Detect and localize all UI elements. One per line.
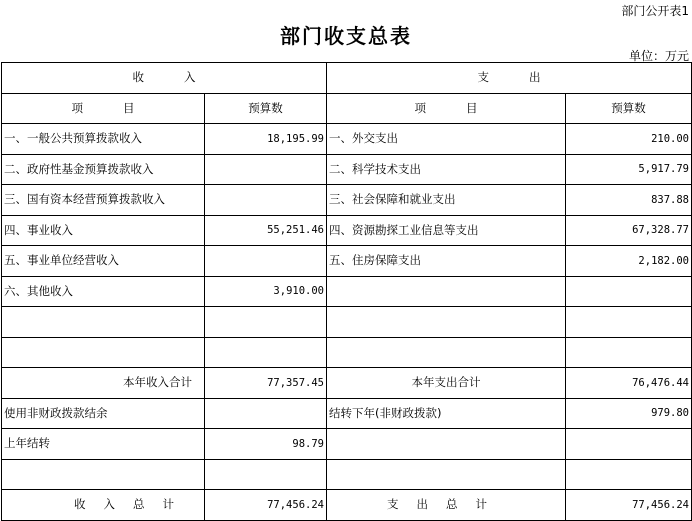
expense-budget-header: 预算数 [566,93,692,124]
income-item: 五、事业单位经营收入 [2,246,205,277]
unit-label: 单位：万元 [628,49,689,63]
income-item [2,459,205,490]
expense-amount: 67,328.77 [566,215,692,246]
income-item [2,307,205,338]
income-item: 三、国有资本经营预算拨款收入 [2,185,205,216]
expense-amount [566,337,692,368]
income-amount: 18,195.99 [205,124,327,155]
income-item: 一、一般公共预算拨款收入 [2,124,205,155]
expense-amount [566,429,692,460]
income-item: 四、事业收入 [2,215,205,246]
expense-item: 五、住房保障支出 [327,246,566,277]
income-amount: 3,910.00 [205,276,327,307]
income-amount [205,459,327,490]
expense-item: 结转下年(非财政拨款) [327,398,566,429]
table-row [2,215,692,246]
table-row [2,154,692,185]
income-total-label: 收入总计 [2,490,205,521]
expense-amount: 979.80 [566,398,692,429]
expense-amount: 210.00 [566,124,692,155]
expense-item [327,307,566,338]
income-amount [205,185,327,216]
income-amount [205,307,327,338]
expense-amount: 2,182.00 [566,246,692,277]
table-row [2,246,692,277]
income-item [2,337,205,368]
expense-item: 三、社会保障和就业支出 [327,185,566,216]
income-budget-header: 预算数 [205,93,327,124]
table-row [2,276,692,307]
income-amount [205,398,327,429]
income-amount [205,154,327,185]
expense-item: 四、资源勘探工业信息等支出 [327,215,566,246]
form-code: 部门公开表1 [621,4,689,18]
income-item: 使用非财政拨款结余 [2,398,205,429]
income-amount: 98.79 [205,429,327,460]
expense-amount: 5,917.79 [566,154,692,185]
expense-item [327,276,566,307]
expense-subtotal-amount: 76,476.44 [566,368,692,399]
expense-item [327,429,566,460]
income-item: 六、其他收入 [2,276,205,307]
income-amount [205,337,327,368]
expense-section-header: 支出 [327,63,692,94]
expense-item [327,337,566,368]
expense-item [327,459,566,490]
table-row [2,337,692,368]
subtotal-row [2,368,692,399]
expense-total-label: 支出总计 [327,490,566,521]
expense-total-amount: 77,456.24 [566,490,692,521]
expense-item: 一、外交支出 [327,124,566,155]
table-row [2,459,692,490]
expense-amount [566,276,692,307]
income-subtotal-amount: 77,357.45 [205,368,327,399]
expense-amount [566,307,692,338]
income-amount: 55,251.46 [205,215,327,246]
total-row [2,490,692,521]
column-header-row [2,93,692,124]
income-item-header: 项目 [2,93,205,124]
section-header-row [2,63,692,94]
income-subtotal-label: 本年收入合计 [2,368,205,399]
income-amount [205,246,327,277]
income-item: 二、政府性基金预算拨款收入 [2,154,205,185]
income-section-header: 收入 [2,63,327,94]
income-total-amount: 77,456.24 [205,490,327,521]
table-row [2,124,692,155]
expense-amount [566,459,692,490]
table-row [2,185,692,216]
table-row [2,398,692,429]
table-row [2,429,692,460]
page-title: 部门收支总表 [280,24,412,48]
budget-table [1,62,692,521]
income-item: 上年结转 [2,429,205,460]
expense-item-header: 项目 [327,93,566,124]
table-row [2,307,692,338]
expense-item: 二、科学技术支出 [327,154,566,185]
expense-subtotal-label: 本年支出合计 [327,368,566,399]
expense-amount: 837.88 [566,185,692,216]
